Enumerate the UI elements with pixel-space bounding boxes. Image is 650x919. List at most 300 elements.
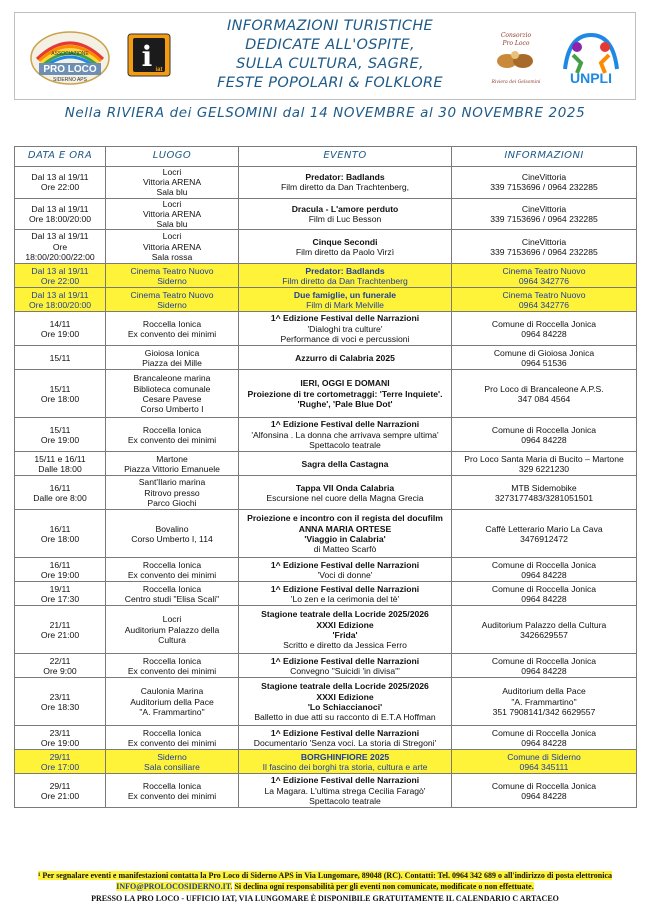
place-cell <box>106 476 239 510</box>
info-cell <box>452 264 637 288</box>
footer-email-link[interactable]: INFO@PROLOCOSIDERNO.IT. <box>116 881 233 891</box>
place-line: Caulonia Marina <box>140 686 204 697</box>
info-line: 0964 51536 <box>521 357 567 368</box>
event-line: Documentario 'Senza voci. La storia di Stregoni' <box>253 737 437 748</box>
info-cell <box>452 726 637 750</box>
table-row <box>15 264 637 288</box>
place-line: Roccella Ionica <box>142 559 202 570</box>
date-line: Dal 13 al 19/11 <box>31 172 89 183</box>
info-line: 339 7153696 / 0964 232285 <box>490 213 598 224</box>
event-line: Proiezione e incontro con il regista del docufilm <box>247 513 443 524</box>
col-header-date: DATA E ORA <box>15 147 106 167</box>
place-line: Roccella Ionica <box>142 318 202 329</box>
logo-iat-letter: i <box>141 40 153 73</box>
event-line: Stagione teatrale della Locride 2025/2026 <box>261 681 429 692</box>
place-line: Parco Giochi <box>147 497 197 508</box>
table-row <box>15 452 637 476</box>
place-line: Martone <box>156 453 188 464</box>
event-line: Sagra della Castagna <box>301 458 389 469</box>
event-cell <box>239 264 452 288</box>
info-line: 0964 84228 <box>521 434 567 445</box>
place-line: Corso Umberto I, 114 <box>131 533 213 544</box>
event-line: 1^ Edizione Festival delle Narrazioni <box>270 775 420 786</box>
date-cell <box>15 678 106 726</box>
date-cell <box>15 346 106 370</box>
info-cell <box>452 476 637 510</box>
date-line: 15/11 <box>49 383 71 394</box>
date-line: Ore 18:00 <box>40 533 80 544</box>
date-line: Dal 13 al 19/11 <box>31 203 89 214</box>
event-line: 1^ Edizione Festival delle Narrazioni <box>270 559 420 570</box>
place-line: Ex convento dei minimi <box>127 434 217 445</box>
info-cell <box>452 288 637 312</box>
date-line: Dalle 18:00 <box>38 463 82 474</box>
event-line: BORGHINFIORE 2025 <box>300 751 390 762</box>
event-line: Film di Mark Melville <box>306 299 384 310</box>
info-cell <box>452 346 637 370</box>
place-cell <box>106 750 239 774</box>
date-cell <box>15 288 106 312</box>
event-line: 'Lo Schiaccianoci' <box>307 701 383 712</box>
iat-logo <box>127 33 171 77</box>
table-row <box>15 288 637 312</box>
event-line: Convegno "Suicidi 'in divisa'" <box>290 665 400 676</box>
table-row <box>15 558 637 582</box>
period-subtitle: Nella RIVIERA dei GELSOMINI dal 14 NOVEMBRE al 30 NOVEMBRE 2025 <box>64 105 586 121</box>
table-row <box>15 774 637 808</box>
place-line: Sala blu <box>156 187 188 198</box>
date-line: Ore 21:00 <box>40 629 80 640</box>
event-line: 1^ Edizione Festival delle Narrazioni <box>270 313 420 324</box>
info-line: CineVittoria <box>521 203 567 214</box>
event-line: Scritto e diretto da Jessica Ferro <box>283 639 407 650</box>
event-line: 'Rughe', 'Pale Blue Dot' <box>297 398 393 409</box>
info-line: Comune di Roccella Jonica <box>491 727 597 738</box>
event-line: 'Lo zen e la cerimonia del tè' <box>290 593 400 604</box>
date-line: Dal 13 al 19/11 <box>31 289 89 300</box>
event-line: 'Viaggio in Calabria' <box>304 533 386 544</box>
event-cell <box>239 582 452 606</box>
info-line: Comune di Roccella Jonica <box>491 583 597 594</box>
info-line: Cinema Teatro Nuovo <box>502 265 586 276</box>
place-line: Sala rossa <box>151 251 193 262</box>
place-cell <box>106 558 239 582</box>
date-line: Ore 19:00 <box>40 737 80 748</box>
table-row <box>15 726 637 750</box>
place-line: Ex convento dei minimi <box>127 569 217 580</box>
date-cell <box>15 726 106 750</box>
info-line: 0964 342776 <box>518 275 570 286</box>
event-cell <box>239 370 452 418</box>
place-line: Siderno <box>157 751 187 762</box>
info-line: 3476912472 <box>520 533 568 544</box>
info-line: Comune di Roccella Jonica <box>491 655 597 666</box>
date-line: 15/11 e 16/11 <box>34 453 86 464</box>
info-cell <box>452 654 637 678</box>
date-cell <box>15 606 106 654</box>
place-cell <box>106 452 239 476</box>
place-line: Ex convento dei minimi <box>127 790 217 801</box>
event-line: 'Dialoghi tra culture' <box>307 323 383 334</box>
place-cell <box>106 606 239 654</box>
info-cell <box>452 452 637 476</box>
place-line: Locri <box>162 167 182 177</box>
event-cell <box>239 230 452 264</box>
place-cell <box>106 370 239 418</box>
table-row <box>15 678 637 726</box>
info-line: Auditorium Palazzo della Cultura <box>481 619 607 630</box>
date-line: 18:00/20:00/22:00 <box>25 251 95 262</box>
event-line: Spettacolo teatrale <box>309 439 381 450</box>
place-line: Auditorium della Pace <box>130 696 214 707</box>
date-cell <box>15 230 106 264</box>
date-line: 16/11 <box>49 523 71 534</box>
place-line: Brancaleone marina <box>133 373 211 384</box>
place-line: Roccella Ionica <box>142 727 202 738</box>
info-line: 0964 84228 <box>521 569 567 580</box>
place-line: Siderno <box>157 275 187 286</box>
info-line: 339 7153696 / 0964 232285 <box>490 246 598 257</box>
event-line: Escursione nel cuore della Magna Grecia <box>266 492 424 503</box>
table-row <box>15 198 637 230</box>
date-line: Ore <box>52 241 68 252</box>
place-line: Ex convento dei minimi <box>127 737 217 748</box>
logo-unpli-text: UNPLI <box>570 70 612 86</box>
event-line: Stagione teatrale della Locride 2025/2026 <box>261 609 429 620</box>
date-line: Ore 18:30 <box>40 701 80 712</box>
event-line: 1^ Edizione Festival delle Narrazioni <box>270 583 420 594</box>
event-cell <box>239 346 452 370</box>
pro-loco-siderno-logo <box>29 25 111 87</box>
event-cell <box>239 167 452 199</box>
info-cell <box>452 774 637 808</box>
info-line: "A. Frammartino" <box>511 696 577 707</box>
event-line: La Magara. L'ultima strega Cecilia Faragò' <box>264 785 426 796</box>
place-line: Biblioteca comunale <box>133 383 211 394</box>
event-line: Tappa VII Onda Calabria <box>295 482 395 493</box>
date-cell <box>15 582 106 606</box>
info-cell <box>452 558 637 582</box>
place-cell <box>106 510 239 558</box>
info-line: Comune di Roccella Jonica <box>491 780 597 791</box>
header-title-line: SULLA CULTURA, SAGRE, <box>236 56 424 72</box>
place-cell <box>106 774 239 808</box>
info-cell <box>452 370 637 418</box>
event-line: Azzurro di Calabria 2025 <box>295 352 395 363</box>
consorzio-pro-loco-logo <box>485 27 547 89</box>
event-line: Il fascino dei borghi tra storia, cultura e arte <box>262 761 428 772</box>
info-line: Pro Loco Santa Maria di Bucito – Martone <box>464 453 624 464</box>
place-line: Cinema Teatro Nuovo <box>130 265 214 276</box>
info-cell <box>452 312 637 346</box>
events-table <box>14 146 637 808</box>
event-cell <box>239 418 452 452</box>
info-line: 0964 84228 <box>521 790 567 801</box>
place-line: Roccella Ionica <box>142 583 202 594</box>
info-line: Auditorium della Pace <box>502 686 586 697</box>
date-line: Dal 13 al 19/11 <box>31 265 89 276</box>
info-cell <box>452 230 637 264</box>
place-line: Roccella Ionica <box>142 424 202 435</box>
info-line: 347 084 4564 <box>517 393 571 404</box>
event-cell <box>239 558 452 582</box>
place-cell <box>106 312 239 346</box>
date-line: Ore 17:30 <box>40 593 80 604</box>
event-line: 1^ Edizione Festival delle Narrazioni <box>270 655 420 666</box>
date-line: Ore 22:00 <box>40 182 80 193</box>
info-cell <box>452 418 637 452</box>
footer-disclaimer: Si declina ogni responsabilità per gli eventi non comunicate, modificate o non effettuate. <box>234 881 534 891</box>
event-line: 'Voci di donne' <box>317 569 373 580</box>
date-line: 14/11 <box>49 318 71 329</box>
event-cell <box>239 476 452 510</box>
event-cell <box>239 750 452 774</box>
logo-proloco-city: SIDERNO APS <box>53 77 87 83</box>
place-line: Vittoria ARENA <box>142 208 202 219</box>
event-line: Predator: Badlands <box>305 172 385 183</box>
event-line: Film diretto da Dan Trachtenberg <box>282 275 408 286</box>
info-line: Caffè Letterario Mario La Cava <box>485 523 603 534</box>
place-line: Vittoria ARENA <box>142 177 202 188</box>
info-cell <box>452 198 637 230</box>
info-line: 0964 84228 <box>521 328 567 339</box>
place-line: "A. Frammartino" <box>139 706 205 717</box>
place-line: Ex convento dei minimi <box>127 665 217 676</box>
date-cell <box>15 264 106 288</box>
logo-consorzio-title: Consorzio <box>500 32 532 39</box>
event-cell <box>239 510 452 558</box>
event-line: Film diretto da Dan Trachtenberg, <box>280 182 409 193</box>
place-line: Locri <box>162 231 182 242</box>
date-line: 19/11 <box>49 583 71 594</box>
info-cell <box>452 582 637 606</box>
info-line: 3273177483/3281051501 <box>495 492 593 503</box>
footer-note-text: ¹ Per segnalare eventi e manifestazioni contatta la Pro Loco di Siderno APS in Via Lungomare, 89048 (RC). Contatti: Tel. 0964 342 689 o all'indirizzo di posta elettronica <box>37 871 613 880</box>
info-cell <box>452 678 637 726</box>
event-line: Cinque Secondi <box>312 236 378 247</box>
date-line: 21/11 <box>49 619 71 630</box>
date-cell <box>15 750 106 774</box>
col-header-event: EVENTO <box>239 147 452 167</box>
header-title <box>185 17 475 93</box>
date-cell <box>15 418 106 452</box>
table-row <box>15 346 637 370</box>
event-line: Balletto in due atti su racconto di E.T.A Hoffman <box>254 711 436 722</box>
place-cell <box>106 582 239 606</box>
event-line: 1^ Edizione Festival delle Narrazioni <box>270 727 420 738</box>
date-line: 15/11 <box>49 424 71 435</box>
place-cell <box>106 167 239 199</box>
place-cell <box>106 726 239 750</box>
event-line: Predator: Badlands <box>305 265 385 276</box>
table-row <box>15 167 637 199</box>
info-line: Pro Loco di Brancaleone A.P.S. <box>484 383 604 394</box>
logo-iat-text: iat <box>155 67 163 73</box>
date-line: 16/11 <box>49 482 71 493</box>
place-line: Piazza Vittorio Emanuele <box>124 463 220 474</box>
event-line: 1^ Edizione Festival delle Narrazioni <box>270 419 420 430</box>
header-box <box>14 12 636 100</box>
event-line: IERI, OGGI E DOMANI <box>300 378 390 389</box>
date-line: Ore 18:00 <box>40 393 80 404</box>
info-line: 0964 84228 <box>521 737 567 748</box>
table-row <box>15 582 637 606</box>
event-line: Due famiglie, un funerale <box>293 289 397 300</box>
date-cell <box>15 167 106 199</box>
info-cell <box>452 750 637 774</box>
place-cell <box>106 678 239 726</box>
info-line: 0964 84228 <box>521 665 567 676</box>
events-body <box>15 167 637 808</box>
table-row <box>15 230 637 264</box>
table-row <box>15 312 637 346</box>
info-line: 0964 84228 <box>521 593 567 604</box>
date-line: 15/11 <box>49 352 71 363</box>
place-line: Centro studi "Elisa Scali" <box>124 593 220 604</box>
header-title-line: INFORMAZIONI TURISTICHE <box>227 18 433 34</box>
event-cell <box>239 452 452 476</box>
event-cell <box>239 312 452 346</box>
place-line: Ex convento dei minimi <box>127 328 217 339</box>
event-cell <box>239 678 452 726</box>
event-line: Dracula - L'amore perduto <box>291 203 399 214</box>
date-line: Ore 9:00 <box>43 665 77 676</box>
date-line: Dal 13 al 19/11 <box>31 231 89 242</box>
table-row <box>15 418 637 452</box>
place-line: Piazza dei Mille <box>142 357 202 368</box>
place-line: Corso Umberto I <box>140 403 204 414</box>
event-cell <box>239 198 452 230</box>
place-cell <box>106 288 239 312</box>
date-line: Ore 19:00 <box>40 328 80 339</box>
place-line: Cultura <box>158 634 186 645</box>
header-title-line: DEDICATE ALL'OSPITE, <box>245 37 415 53</box>
info-line: 0964 342776 <box>518 299 570 310</box>
info-line: MTB Sidemobike <box>511 482 577 493</box>
place-cell <box>106 230 239 264</box>
place-cell <box>106 418 239 452</box>
logo-consorzio-sub: Riviera dei Gelsomini <box>491 80 541 85</box>
info-line: Comune di Roccella Jonica <box>491 318 597 329</box>
event-line: 'Alfonsina . La donna che arrivava sempre ultima' <box>251 429 439 440</box>
event-line: XXXI Edizione <box>316 691 374 702</box>
event-line: Performance di voci e percussioni <box>280 333 410 344</box>
place-line: Roccella Ionica <box>142 780 202 791</box>
place-line: Cesare Pavese <box>142 393 202 404</box>
footer-note <box>20 871 630 892</box>
info-line: 351 7908141/342 6629557 <box>492 706 596 717</box>
event-line: Proiezione di tre cortometraggi: 'Terre Inquiete'. <box>247 388 443 399</box>
date-line: 29/11 <box>49 780 71 791</box>
header-title-line: FESTE POPOLARI & FOLKLORE <box>217 75 443 91</box>
table-row <box>15 654 637 678</box>
date-line: Ore 18:00/20:00 <box>28 299 92 310</box>
footer-calendar-note: PRESSO LA PRO LOCO - UFFICIO IAT, VIA LUNGOMARE È DISPONIBILE GRATUITAMENTE IL CALENDARIO C ARTACEO <box>91 894 559 903</box>
logo-proloco-name: PRO LOCO <box>43 64 97 75</box>
place-cell <box>106 654 239 678</box>
date-cell <box>15 558 106 582</box>
place-line: Vittoria ARENA <box>142 241 202 252</box>
event-line: ANNA MARIA ORTESE <box>298 523 392 534</box>
info-cell <box>452 510 637 558</box>
date-cell <box>15 452 106 476</box>
unpli-logo <box>555 29 627 87</box>
place-line: Sant'Ilario marina <box>138 477 206 488</box>
info-line: 329 6221230 <box>518 463 570 474</box>
date-line: 16/11 <box>49 559 71 570</box>
logo-consorzio-name: Pro Loco <box>502 40 530 47</box>
date-line: Dalle ore 8:00 <box>33 492 87 503</box>
date-cell <box>15 510 106 558</box>
info-cell <box>452 167 637 199</box>
event-line: 'Frida' <box>332 629 358 640</box>
date-line: 23/11 <box>49 691 71 702</box>
place-line: Bovalino <box>155 523 189 534</box>
col-header-info: INFORMAZIONI <box>452 147 637 167</box>
info-line: Comune di Roccella Jonica <box>491 559 597 570</box>
info-line: 0964 345111 <box>519 761 569 772</box>
table-row <box>15 750 637 774</box>
date-line: Ore 22:00 <box>40 275 80 286</box>
event-cell <box>239 606 452 654</box>
event-line: Film di Luc Besson <box>308 213 382 224</box>
place-line: Auditorium Palazzo della <box>124 624 220 635</box>
event-cell <box>239 726 452 750</box>
info-line: Comune di Roccella Jonica <box>491 424 597 435</box>
col-header-place: LUOGO <box>106 147 239 167</box>
date-line: Ore 19:00 <box>40 434 80 445</box>
event-line: XXXI Edizione <box>316 619 374 630</box>
date-line: 23/11 <box>49 727 71 738</box>
place-line: Locri <box>162 614 182 625</box>
date-cell <box>15 312 106 346</box>
place-cell <box>106 346 239 370</box>
date-cell <box>15 774 106 808</box>
place-cell <box>106 198 239 230</box>
event-line: di Matteo Scarfò <box>313 543 377 554</box>
place-line: Locri <box>162 198 182 209</box>
event-cell <box>239 654 452 678</box>
table-row <box>15 370 637 418</box>
place-line: Roccella Ionica <box>142 655 202 666</box>
logo-proloco-top: ASSOCIAZIONE <box>51 51 89 57</box>
date-line: 22/11 <box>49 655 71 666</box>
event-line: Film diretto da Paolo Virzì <box>295 246 395 257</box>
info-line: Cinema Teatro Nuovo <box>502 289 586 300</box>
info-cell <box>452 606 637 654</box>
place-line: Gioiosa Ionica <box>144 347 200 358</box>
place-cell <box>106 264 239 288</box>
date-line: Ore 18:00/20:00 <box>28 213 92 224</box>
date-cell <box>15 476 106 510</box>
place-line: Sala blu <box>156 219 188 230</box>
date-line: 29/11 <box>49 751 71 762</box>
info-line: 3426629557 <box>520 629 568 640</box>
date-cell <box>15 654 106 678</box>
info-line: CineVittoria <box>521 172 567 183</box>
date-cell <box>15 198 106 230</box>
place-line: Siderno <box>157 299 187 310</box>
info-line: Comune di Gioiosa Jonica <box>493 347 595 358</box>
event-line: Spettacolo teatrale <box>309 795 381 806</box>
table-row <box>15 606 637 654</box>
place-line: Sala consiliare <box>144 761 200 772</box>
info-line: 339 7153696 / 0964 232285 <box>490 182 598 193</box>
place-line: Ritrovo presso <box>144 487 200 498</box>
info-line: Comune di Siderno <box>507 751 581 762</box>
event-cell <box>239 288 452 312</box>
date-line: Ore 21:00 <box>40 790 80 801</box>
